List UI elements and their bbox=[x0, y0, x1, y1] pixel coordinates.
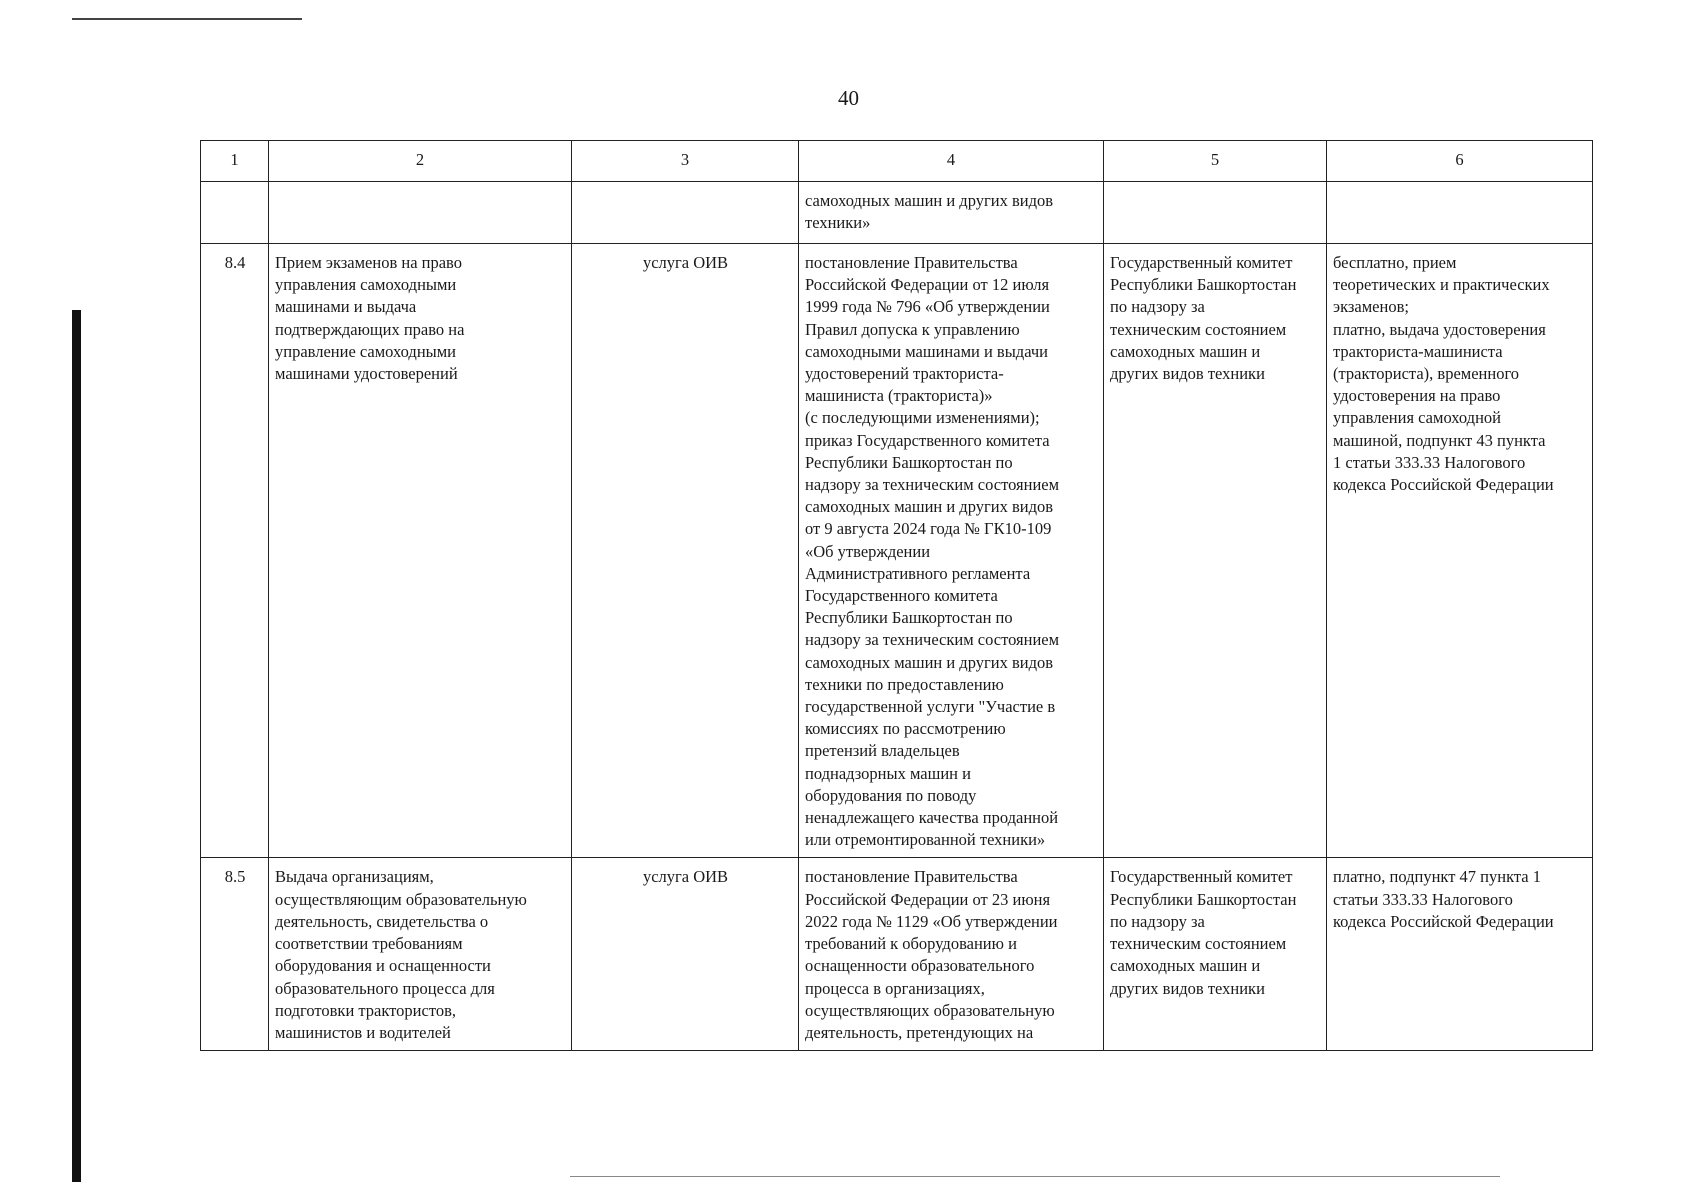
legal-basis-cell: самоходных машин и других видов техники» bbox=[799, 182, 1104, 244]
row-number-cell bbox=[201, 182, 269, 244]
service-name-cell: Прием экзаменов на право управления самоходными машинами и выдача подтверждающих право на управление самоходными машинами удостоверений bbox=[269, 244, 572, 858]
row-number-cell: 8.5 bbox=[201, 858, 269, 1051]
fee-cell: платно, подпункт 47 пункта 1 статьи 333.33 Налогового кодекса Российской Федерации bbox=[1327, 858, 1593, 1051]
authority-cell bbox=[1104, 182, 1327, 244]
authority-cell: Государственный комитет Республики Башкортостан по надзору за техническим состоянием самоходных машин и других видов техники bbox=[1104, 244, 1327, 858]
column-header-1: 1 bbox=[201, 141, 269, 182]
table-row-8-5 bbox=[201, 858, 1593, 1051]
services-table bbox=[200, 140, 1593, 1051]
column-header-3: 3 bbox=[572, 141, 799, 182]
service-type-cell bbox=[572, 182, 799, 244]
fee-cell bbox=[1327, 182, 1593, 244]
service-name-cell bbox=[269, 182, 572, 244]
column-header-6: 6 bbox=[1327, 141, 1593, 182]
authority-cell: Государственный комитет Республики Башкортостан по надзору за техническим состоянием самоходных машин и других видов техники bbox=[1104, 858, 1327, 1051]
column-header-5: 5 bbox=[1104, 141, 1327, 182]
row-number-cell: 8.4 bbox=[201, 244, 269, 858]
service-type-cell: услуга ОИВ bbox=[572, 244, 799, 858]
scan-artifact-bottom-line bbox=[570, 1176, 1500, 1177]
scan-artifact-top-line bbox=[72, 18, 302, 20]
service-name-cell: Выдача организациям, осуществляющим образовательную деятельность, свидетельства о соответствии требованиям оборудования и оснащенности образовательного процесса для подготовки трактористов, машинистов и водителей bbox=[269, 858, 572, 1051]
column-header-2: 2 bbox=[269, 141, 572, 182]
column-header-4: 4 bbox=[799, 141, 1104, 182]
legal-basis-cell: постановление Правительства Российской Федерации от 12 июля 1999 года № 796 «Об утверждении Правил допуска к управлению самоходными машинами и выдачи удостоверений тракториста- машиниста (тракториста)» (с последующими изменениями); приказ Государственного комитета Республики Башкортостан по надзору за техническим состоянием самоходных машин и других видов от 9 августа 2024 года № ГК10-109 «Об утверждении Административного регламента Государственного комитета Республики Башкортостан по надзору за техническим состоянием самоходных машин и других видов техники по предоставлению государственной услуги "Участие в комиссиях по рассмотрению претензий владельцев поднадзорных машин и оборудования по поводу ненадлежащего качества проданной или отремонтированной техники» bbox=[799, 244, 1104, 858]
page-number: 40 bbox=[838, 86, 859, 110]
table-header-row bbox=[201, 141, 1593, 182]
legal-basis-cell: постановление Правительства Российской Федерации от 23 июня 2022 года № 1129 «Об утверждении требований к оборудованию и оснащенности образовательного процесса в организациях, осуществляющих образовательную деятельность, претендующих на bbox=[799, 858, 1104, 1051]
fee-cell: бесплатно, прием теоретических и практических экзаменов; платно, выдача удостоверения тракториста-машиниста (тракториста), временного удостоверения на право управления самоходной машиной, подпункт 43 пункта 1 статьи 333.33 Налогового кодекса Российской Федерации bbox=[1327, 244, 1593, 858]
table-row-8-4 bbox=[201, 244, 1593, 858]
scan-artifact-left-bar bbox=[72, 310, 81, 1182]
table-row-continuation bbox=[201, 182, 1593, 244]
service-type-cell: услуга ОИВ bbox=[572, 858, 799, 1051]
